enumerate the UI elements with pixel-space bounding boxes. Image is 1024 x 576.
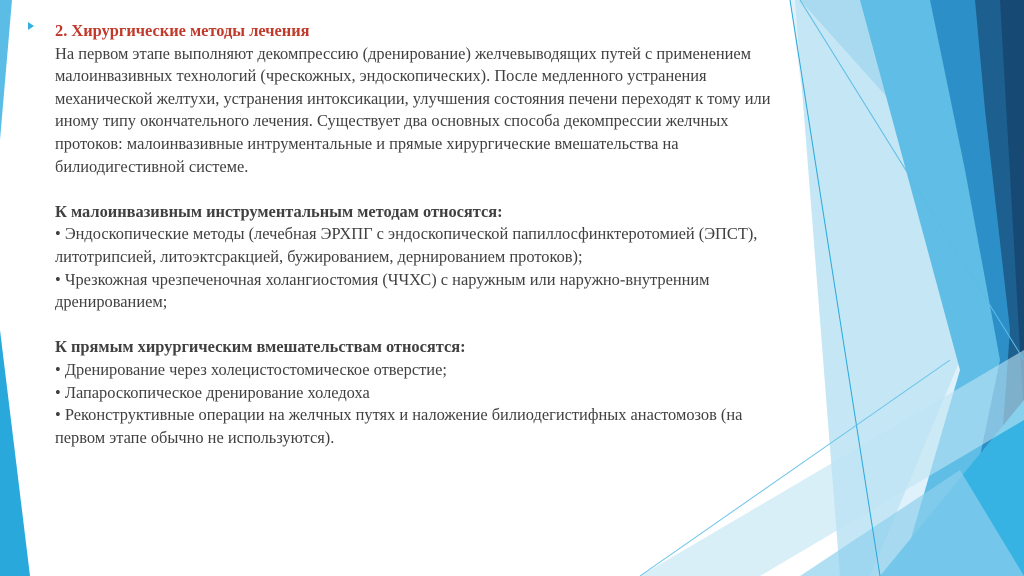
- slide-bullet-icon: [28, 22, 34, 30]
- section2-heading: К прямым хирургическим вмешательствам относятся:: [55, 337, 466, 357]
- section1-heading: К малоинвазивным инструментальным методам относятся:: [55, 201, 503, 221]
- list-item: • Чрезкожная чрезпеченочная холангиостомия (ЧЧХС) с наружным или наружно-внутренним дренированием;: [55, 269, 710, 312]
- intro-paragraph: На первом этапе выполняют декомпрессию (дренирование) желчевыводящих путей с применением малоинвазивных технологий (чрескожных, эндоскопических). После медленного устранения механической желтухи, устранения интоксикации, улучшения состояния печени переходят к тому или иному типу окончательного лечения. Существует два основных способа декомпрессии желчных протоков: малоинвазивные интрументальные и прямые хирургические вмешательства на билиодигестивной системе.: [55, 43, 771, 176]
- list-item: • Лапароскопическое дренирование холедоха: [55, 382, 370, 402]
- list-item: • Эндоскопические методы (лечебная ЭРХПГ с эндоскопической папиллосфинктеротомией (ЭПСТ), литотрипсией, литоэктсракцией, бужированием, дернированием протоков);: [55, 224, 758, 266]
- spacer: [55, 314, 775, 337]
- list-item: • Дренирование через холецистостомическое отверстие;: [55, 359, 447, 379]
- spacer: [55, 178, 775, 201]
- left-bottom-shape: [0, 330, 30, 576]
- list-item: • Реконструктивные операции на желчных путях и наложение билиодегистифных анастомозов (на первом этапе обычно не используются).: [55, 405, 743, 447]
- slide-body: [55, 20, 775, 449]
- slide-title: 2. Хирургические методы лечения: [55, 21, 310, 40]
- left-accent-shape: [0, 0, 12, 140]
